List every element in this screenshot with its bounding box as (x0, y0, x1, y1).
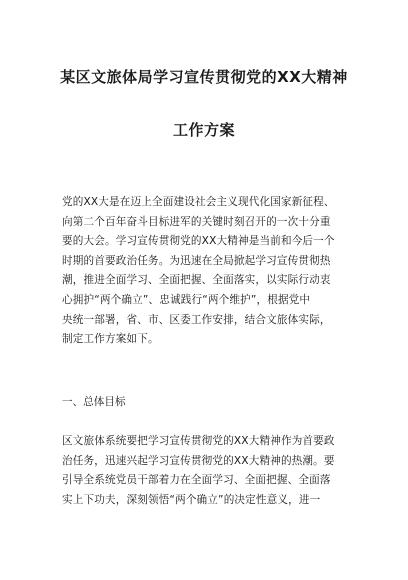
paragraph-line: 实上下功夫，深刻领悟“两个确立”的决定性意义，进一 (62, 493, 321, 506)
paragraph-line: 潮，推进全面学习、全面把握、全面落实，以实际行动衷 (62, 274, 331, 287)
paragraph-line: 制定工作方案如下。 (62, 333, 159, 346)
paragraph-line: 党的XX大是在迈上全面建设社会主义现代化国家新征程、 (62, 196, 335, 208)
section-paragraph (62, 432, 352, 510)
intro-paragraph (62, 193, 352, 350)
paragraph-line: 时期的首要政治任务。为迅速在全局掀起学习宣传贯彻热 (62, 254, 331, 267)
paragraph-line: 心拥护“两个确立”、忠诚践行“两个维护”，根据党中 (62, 293, 311, 306)
paragraph-line: 向第二个百年奋斗目标进军的关键时刻召开的一次十分重 (62, 215, 331, 228)
paragraph-line: 区文旅体系统要把学习宣传贯彻党的XX大精神作为首要政 (62, 435, 335, 447)
paragraph-line: 央统一部署，省、市、区委工作安排，结合文旅体实际， (62, 313, 331, 326)
paragraph-line: 引导全系统党员干部着力在全面学习、全面把握、全面落 (62, 474, 331, 487)
paragraph-line: 治任务，迅速兴起学习宣传贯彻党的XX大精神的热潮。要 (62, 454, 335, 467)
section-heading: 一、总体目标 (62, 396, 126, 408)
document-title: 某区文旅体局学习宣传贯彻党的XX大精神 (60, 68, 348, 86)
paragraph-line: 要的大会。学习宣传贯彻党的XX大精神是当前和今后一个 (62, 235, 335, 248)
document-subtitle: 工作方案 (172, 121, 235, 139)
